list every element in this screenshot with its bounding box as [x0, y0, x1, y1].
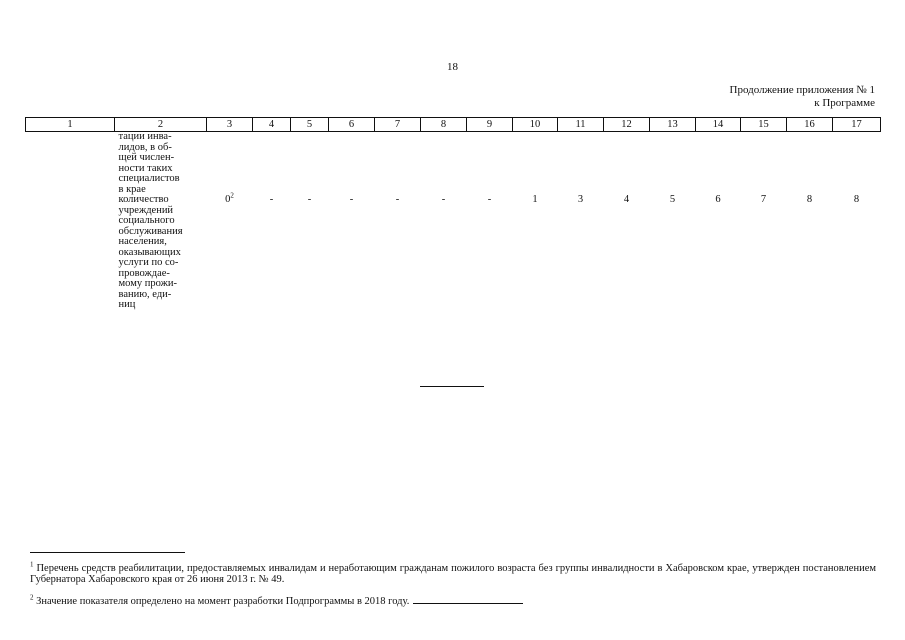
footnote-separator [30, 552, 185, 553]
footnote-1 [30, 560, 877, 585]
table-cell [467, 132, 513, 196]
value-cell: - [307, 194, 312, 205]
footnote-2 [30, 594, 876, 608]
column-header: 10 [513, 118, 558, 132]
value-cell: 1 [532, 194, 538, 205]
table-cell [291, 132, 329, 196]
value-cell: 6 [715, 194, 721, 205]
table-end-rule [420, 386, 484, 387]
table-header-row [26, 118, 881, 132]
description-line: учреждений [118, 204, 174, 216]
description-line: ниц [118, 299, 136, 310]
value-cell: - [269, 194, 274, 205]
table-cell [375, 132, 421, 196]
value-cell: 8 [853, 194, 860, 205]
footnote-text: Значение показателя определено на момент разработки Подпрограммы в 2018 году. [36, 596, 410, 607]
footnote-mark: 1 [30, 560, 34, 569]
footnote-text: Перечень средств реабилитации, предоставляемых инвалидам и неработающим гражданам пожилого возраста без группы инвалидности в Хабаровском крае, утвержден постановлением Губернатора Хабаровского края от 26 июня 2013 г. № 49. [30, 563, 877, 585]
value-cell: 4 [623, 194, 630, 205]
description-line: в крае [118, 183, 146, 195]
column-header: 6 [329, 118, 375, 132]
table-cell [741, 132, 787, 196]
appendix-note-line-2: к Программе [814, 97, 875, 109]
description-line: специалистов [118, 173, 180, 184]
table-cell [26, 132, 115, 196]
table-cell [513, 132, 558, 196]
value-cell: 3 [577, 194, 584, 205]
table-cell [253, 132, 291, 196]
page-number: 18 [447, 61, 458, 73]
column-header: 1 [26, 118, 115, 132]
column-header: 9 [467, 118, 513, 132]
column-header: 3 [207, 118, 253, 132]
table-cell [26, 195, 115, 311]
table-cell [787, 132, 833, 196]
value-cell: 8 [806, 194, 813, 205]
table-cell [650, 132, 696, 196]
table-row [26, 132, 881, 196]
description-line: услуги по со- [118, 257, 179, 268]
description-line: лидов, в об- [118, 141, 172, 153]
table-cell [696, 132, 741, 196]
footnote-mark: 2 [30, 593, 34, 602]
value-cell: - [349, 194, 354, 205]
value-text: 0 [225, 194, 231, 205]
description-line: мому прожи- [118, 278, 177, 289]
value-cell [207, 191, 253, 311]
description-line: щей числен- [118, 152, 175, 163]
table-cell [207, 132, 253, 196]
column-header: 16 [787, 118, 833, 132]
column-header: 15 [741, 118, 787, 132]
value-cell: - [395, 194, 400, 205]
description-line: социального [118, 215, 175, 226]
column-header: 11 [558, 118, 604, 132]
footnote-ref: 2 [230, 191, 234, 200]
column-header: 7 [375, 118, 421, 132]
description-line: тации инва- [118, 131, 172, 142]
value-cell: - [487, 194, 492, 205]
indicator-description [115, 132, 207, 196]
column-header: 5 [291, 118, 329, 132]
description-line: оказывающих [118, 246, 181, 258]
indicator-description [115, 195, 207, 311]
table-cell [558, 132, 604, 196]
table-cell [421, 132, 467, 196]
column-header: 4 [253, 118, 291, 132]
column-header: 17 [833, 118, 881, 132]
description-line: населения, [118, 236, 167, 247]
table-row [26, 195, 881, 311]
column-header: 14 [696, 118, 741, 132]
indicator-table [25, 117, 881, 311]
signature-underline [413, 594, 523, 604]
table-cell [833, 132, 881, 196]
value-cell: - [441, 194, 446, 205]
column-header: 13 [650, 118, 696, 132]
table-cell [604, 132, 650, 196]
appendix-note-line-1: Продолжение приложения № 1 [729, 84, 875, 96]
column-header: 12 [604, 118, 650, 132]
description-line: ности таких [118, 162, 173, 174]
description-line: количество [118, 194, 169, 205]
value-cell: 5 [669, 194, 676, 205]
appendix-note [730, 84, 875, 110]
value-cell: 7 [760, 194, 767, 205]
table-cell [329, 132, 375, 196]
description-line: обслуживания [118, 225, 183, 237]
description-line: провождае- [118, 267, 170, 279]
description-line: ванию, еди- [118, 288, 172, 300]
column-header: 8 [421, 118, 467, 132]
column-header: 2 [115, 118, 207, 132]
